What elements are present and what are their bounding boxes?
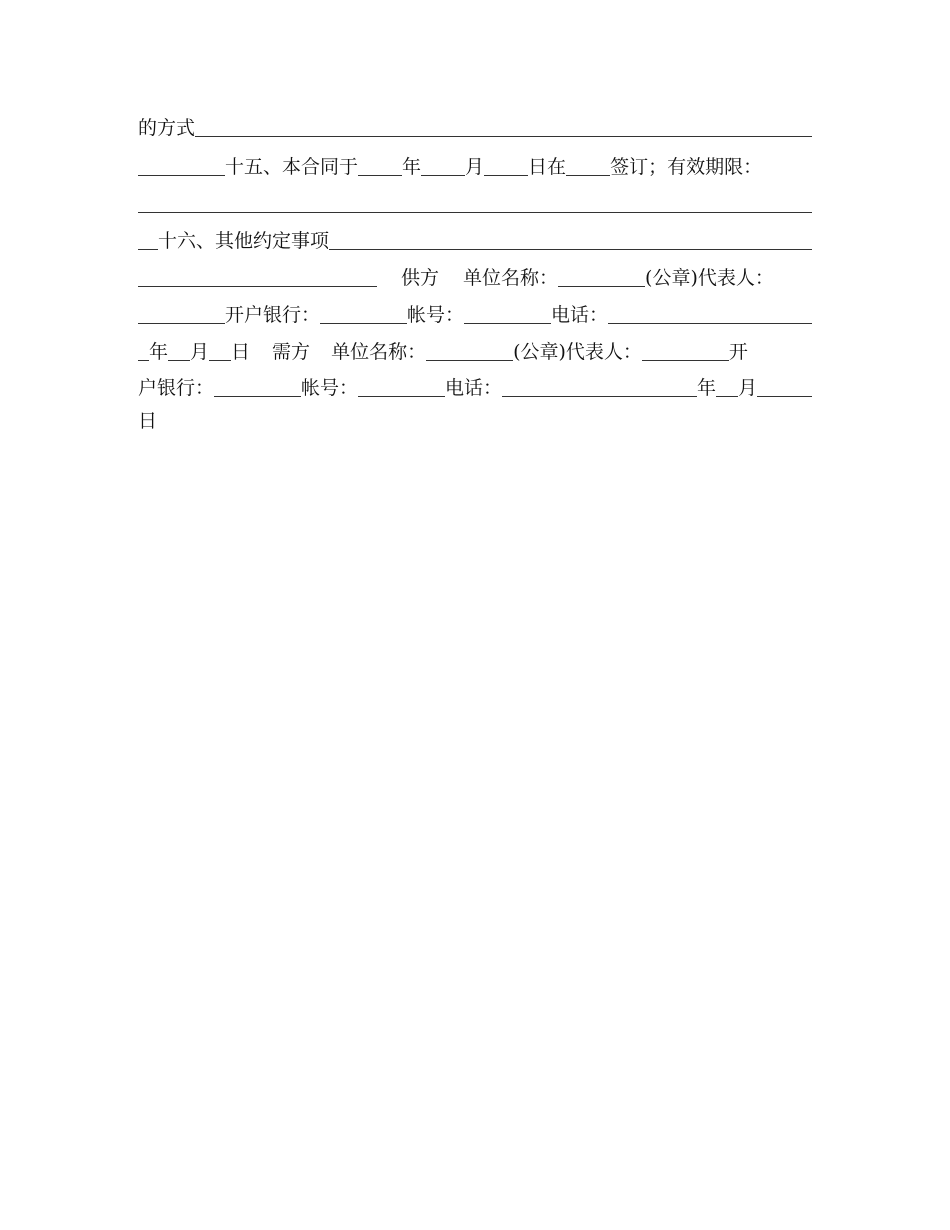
supplier-phone-blank[interactable] (608, 323, 812, 324)
line-validity-blank (138, 189, 812, 219)
buyer-month-blank[interactable] (716, 396, 738, 397)
buyer-account-blank[interactable] (358, 396, 445, 397)
buyer-seal-rep-label: (公章)代表人： (513, 341, 642, 363)
day-blank[interactable] (484, 175, 528, 176)
buyer-account-label: 帐号： (301, 377, 359, 399)
month-label: 月 (465, 156, 485, 178)
day-at-label: 日在 (528, 156, 567, 178)
clause-16-text: 十六、其他约定事项 (158, 230, 330, 252)
buyer-unit-name-blank[interactable] (426, 360, 513, 361)
buyer-label: 需方 (272, 341, 311, 363)
method-label: 的方式 (138, 117, 196, 139)
buyer-year-label: 年 (697, 377, 717, 399)
buyer-month-label: 月 (738, 377, 758, 399)
other-terms-blank-cont[interactable] (138, 286, 377, 287)
buyer-rep-blank[interactable] (642, 360, 729, 361)
other-terms-blank[interactable] (329, 249, 812, 250)
line-final-day (138, 406, 812, 436)
signed-validity-label: 签订；有效期限： (610, 156, 763, 178)
supplier-bank-blank[interactable] (320, 323, 407, 324)
blank[interactable] (138, 249, 158, 250)
buyer-bank-blank[interactable] (214, 396, 301, 397)
line-clause-16 (138, 226, 812, 256)
line-buyer (138, 337, 812, 367)
buyer-unit-name-label: 单位名称： (331, 341, 427, 363)
buyer-day-label: 日 (138, 410, 158, 432)
month-blank[interactable] (421, 175, 465, 176)
line-clause-15 (138, 152, 812, 182)
place-blank[interactable] (566, 175, 610, 176)
supplier-day-label: 日 (231, 341, 251, 363)
supplier-account-label: 帐号： (407, 304, 465, 326)
supplier-month-label: 月 (190, 341, 210, 363)
supplier-day-blank[interactable] (209, 360, 231, 361)
blank[interactable] (138, 175, 225, 176)
year-blank[interactable] (358, 175, 402, 176)
supplier-phone-label: 电话： (551, 304, 609, 326)
supplier-year-blank[interactable] (138, 360, 149, 361)
supplier-seal-rep-label: (公章)代表人： (645, 267, 774, 289)
validity-blank[interactable] (138, 212, 812, 213)
buyer-day-blank[interactable] (757, 396, 812, 397)
buyer-open-label: 开 (728, 341, 748, 363)
line-supplier (138, 263, 812, 293)
buyer-bank-label: 户银行： (138, 377, 215, 399)
year-label: 年 (402, 156, 422, 178)
method-blank[interactable] (195, 136, 812, 137)
clause-15-text: 十五、本合同于 (225, 156, 359, 178)
buyer-phone-blank[interactable] (502, 396, 697, 397)
supplier-account-blank[interactable] (464, 323, 551, 324)
supplier-bank-label: 开户银行： (225, 304, 321, 326)
supplier-unit-name-blank[interactable] (558, 286, 645, 287)
supplier-unit-name-label: 单位名称： (463, 267, 559, 289)
line-supplier-bank (138, 300, 812, 330)
supplier-year-label: 年 (149, 341, 169, 363)
line-method (138, 113, 812, 143)
line-buyer-bank (138, 373, 812, 403)
supplier-month-blank[interactable] (168, 360, 190, 361)
supplier-label: 供方 (401, 267, 440, 289)
supplier-rep-blank[interactable] (138, 323, 225, 324)
buyer-phone-label: 电话： (445, 377, 503, 399)
